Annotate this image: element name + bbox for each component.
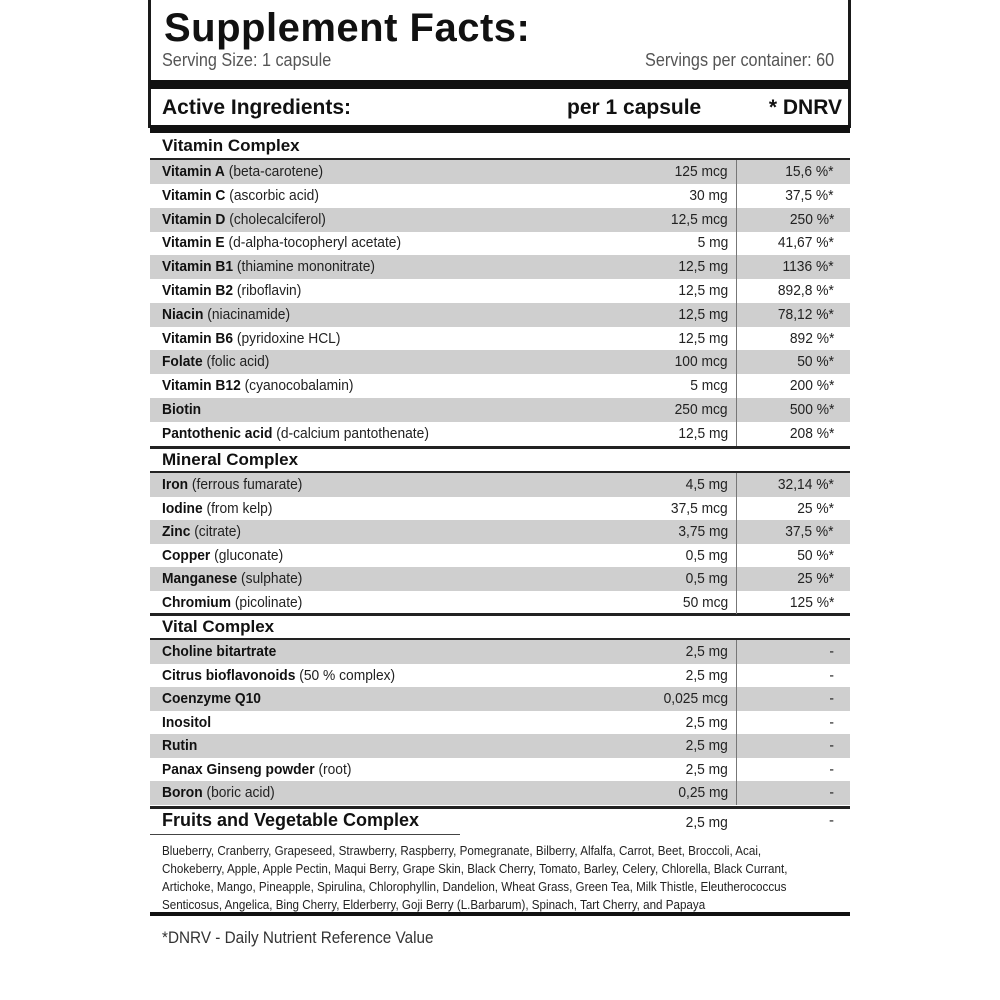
ingredient-row xyxy=(150,303,850,327)
ingredient-amount: 125 mcg xyxy=(675,163,728,180)
ingredient-amount: 2,5 mg xyxy=(685,666,728,684)
ingredient-label: Boron xyxy=(162,784,203,801)
ingredient-dnrv: 892 %* xyxy=(789,329,834,347)
ingredient-dnrv: 250 %* xyxy=(789,210,834,228)
ingredient-label: Niacin xyxy=(162,305,204,323)
ingredient-label: Iodine xyxy=(162,499,203,517)
ingredient-dnrv: 892,8 %* xyxy=(777,282,834,299)
header-per-capsule: per 1 capsule xyxy=(567,96,702,119)
ingredient-amount: 250 mcg xyxy=(675,401,728,418)
ingredient-name xyxy=(162,500,272,517)
ingredient-source: (folic acid) xyxy=(202,353,270,371)
ingredient-row xyxy=(150,758,850,782)
ingredient-dnrv: 208 %* xyxy=(789,424,834,442)
ingredient-row xyxy=(150,711,850,735)
ingredient-name xyxy=(162,594,302,611)
ingredient-row xyxy=(150,781,850,805)
ingredient-row xyxy=(150,734,850,758)
column-separator xyxy=(736,160,737,446)
ingredient-label: Panax Ginseng powder xyxy=(162,760,315,778)
ingredient-amount: 3,75 mg xyxy=(678,523,728,540)
ingredient-name xyxy=(162,353,269,370)
ingredient-dnrv: 25 %* xyxy=(797,499,834,517)
fruits-dnrv: - xyxy=(829,812,834,829)
ingredient-dnrv: 125 %* xyxy=(789,593,834,611)
ingredient-dnrv: - xyxy=(829,666,834,684)
ingredient-label: Vitamin E xyxy=(162,234,225,252)
column-separator xyxy=(736,473,737,614)
ingredient-label: Copper xyxy=(162,546,211,564)
column-separator xyxy=(736,640,737,805)
section-title-fruits: Fruits and Vegetable Complex xyxy=(162,810,420,830)
fruits-amount: 2,5 mg xyxy=(685,814,728,831)
fruits-ingredients-list: Blueberry, Cranberry, Grapeseed, Strawberry, Raspberry, Pomegranate, Bilberry, Alfalfa, Carrot, Beet, Broccoli, Acai, Chokeberry, Apple, Apple Pectin, Maqui Berry, Grape Skin, Black Cherry, Tomato, Barley, Celery, Chlorella, Black Currant, Artichoke, Mango, Pineapple, Spirulina, Chlorophyllin, Dandelion, Wheat Grass, Green Tea, Milk Thistle, Eleutherococcus Senticosus, Angelica, Bing Cherry, Elderberry, Goji Berry (L.Barbarum), Spinach, Tart Cherry, and Papaya xyxy=(162,844,788,912)
ingredient-dnrv: 15,6 %* xyxy=(785,163,834,180)
ingredient-label: Citrus bioflavonoids xyxy=(162,666,296,684)
thick-rule-bottom xyxy=(150,912,850,916)
ingredient-label: Vitamin A xyxy=(162,163,225,180)
ingredient-label: Vitamin C xyxy=(162,186,226,204)
supplement-facts-panel xyxy=(150,0,850,1000)
ingredient-name xyxy=(162,187,319,204)
ingredient-amount: 100 mcg xyxy=(675,353,728,371)
ingredient-amount: 0,25 mg xyxy=(678,784,728,801)
ingredient-label: Zinc xyxy=(162,523,191,540)
ingredient-dnrv: 200 %* xyxy=(789,377,834,395)
ingredient-name xyxy=(162,234,401,251)
ingredient-dnrv: 37,5 %* xyxy=(785,186,834,204)
ingredient-dnrv: - xyxy=(829,690,834,707)
servings-per-container: Servings per container: 60 xyxy=(644,50,834,70)
ingredient-dnrv: - xyxy=(829,784,834,801)
ingredient-dnrv: 32,14 %* xyxy=(777,476,834,493)
ingredient-source: (pyridoxine HCL) xyxy=(233,329,341,347)
ingredient-dnrv: - xyxy=(829,760,834,778)
ingredient-amount: 30 mg xyxy=(689,186,728,204)
ingredient-name xyxy=(162,667,395,684)
ingredient-row xyxy=(150,374,850,398)
ingredient-name xyxy=(162,643,276,660)
ingredient-source: (from kelp) xyxy=(202,499,273,517)
ingredient-name xyxy=(162,282,301,299)
ingredient-amount: 2,5 mg xyxy=(685,737,728,754)
ingredient-amount: 12,5 mg xyxy=(678,282,728,299)
ingredient-name xyxy=(162,401,201,418)
ingredient-name xyxy=(162,211,326,228)
ingredient-source: (thiamine mononitrate) xyxy=(233,258,375,276)
ingredient-label: Vitamin D xyxy=(162,210,226,228)
ingredient-dnrv: 41,67 %* xyxy=(777,234,834,252)
ingredient-row xyxy=(150,687,850,711)
ingredient-dnrv: 25 %* xyxy=(797,570,834,587)
ingredient-source: (50 % complex) xyxy=(295,666,396,684)
ingredient-amount: 50 mcg xyxy=(682,593,728,611)
ingredient-row xyxy=(150,640,850,664)
ingredient-amount: 2,5 mg xyxy=(685,713,728,731)
ingredient-dnrv: - xyxy=(829,643,834,660)
ingredient-row xyxy=(150,279,850,303)
ingredient-label: Folate xyxy=(162,353,203,371)
ingredient-source: (d-calcium pantothenate) xyxy=(272,424,429,442)
ingredient-label: Rutin xyxy=(162,737,198,754)
ingredient-amount: 0,5 mg xyxy=(685,546,728,564)
ingredient-row xyxy=(150,327,850,351)
ingredient-source: (gluconate) xyxy=(210,546,284,564)
ingredient-name xyxy=(162,570,302,587)
ingredient-label: Vitamin B6 xyxy=(162,329,234,347)
ingredient-label: Chromium xyxy=(162,593,231,611)
ingredient-name xyxy=(162,377,354,394)
ingredient-name xyxy=(162,690,261,707)
ingredient-dnrv: 78,12 %* xyxy=(777,305,834,323)
ingredient-row xyxy=(150,398,850,422)
ingredient-amount: 12,5 mg xyxy=(678,329,728,347)
ingredient-amount: 12,5 mg xyxy=(678,305,728,323)
ingredient-row xyxy=(150,520,850,544)
ingredient-amount: 2,5 mg xyxy=(685,643,728,660)
ingredient-amount: 0,025 mcg xyxy=(663,690,728,707)
ingredient-label: Inositol xyxy=(162,713,212,731)
ingredient-name xyxy=(162,306,290,323)
ingredient-source: (cyanocobalamin) xyxy=(240,377,354,395)
header-active-ingredients: Active Ingredients: xyxy=(162,96,352,119)
column-header xyxy=(162,96,842,122)
ingredient-name xyxy=(162,425,429,442)
serving-size: Serving Size: 1 capsule xyxy=(162,50,332,70)
ingredient-row xyxy=(150,184,850,208)
panel-title: Supplement Facts: xyxy=(164,6,531,50)
ingredient-amount: 4,5 mg xyxy=(685,476,728,493)
ingredient-row xyxy=(150,350,850,374)
ingredient-source: (sulphate) xyxy=(237,570,303,587)
ingredient-amount: 5 mcg xyxy=(690,377,728,395)
ingredient-label: Vitamin B2 xyxy=(162,282,234,299)
ingredient-dnrv: 37,5 %* xyxy=(785,523,834,540)
ingredient-source: (beta-carotene) xyxy=(224,163,324,180)
ingredient-source: (cholecalciferol) xyxy=(225,210,326,228)
ingredient-row xyxy=(150,544,850,568)
thick-rule-header xyxy=(150,125,850,133)
ingredient-dnrv: 1136 %* xyxy=(782,258,834,276)
ingredient-source: (root) xyxy=(314,760,352,778)
ingredient-dnrv: - xyxy=(829,713,834,731)
ingredient-name xyxy=(162,714,211,731)
ingredient-row xyxy=(150,664,850,688)
dnrv-footnote: *DNRV - Daily Nutrient Reference Value xyxy=(162,928,434,947)
ingredient-name xyxy=(162,258,375,275)
section-divider xyxy=(150,834,460,835)
ingredient-amount: 5 mg xyxy=(697,234,728,252)
ingredient-row xyxy=(150,255,850,279)
ingredient-amount: 37,5 mcg xyxy=(671,499,728,517)
ingredient-name xyxy=(162,784,275,801)
ingredient-amount: 2,5 mg xyxy=(685,760,728,778)
ingredient-row xyxy=(150,231,850,255)
section-title-mineral: Mineral Complex xyxy=(162,450,299,469)
ingredient-row xyxy=(150,567,850,591)
ingredient-row xyxy=(150,591,850,615)
ingredient-dnrv: 500 %* xyxy=(789,401,834,418)
ingredient-label: Iron xyxy=(162,476,189,493)
ingredient-row xyxy=(150,160,850,184)
ingredient-dnrv: 50 %* xyxy=(797,546,834,564)
section-title-vitamin: Vitamin Complex xyxy=(162,136,300,155)
ingredient-name xyxy=(162,163,323,180)
section-divider xyxy=(150,806,850,809)
header-dnrv: * DNRV xyxy=(768,96,842,119)
ingredient-source: (ascorbic acid) xyxy=(225,186,319,204)
ingredient-source: (ferrous fumarate) xyxy=(188,476,303,493)
ingredient-amount: 0,5 mg xyxy=(685,570,728,587)
ingredient-source: (picolinate) xyxy=(231,593,303,611)
ingredient-source: (citrate) xyxy=(190,523,241,540)
ingredient-source: (boric acid) xyxy=(202,784,275,801)
ingredient-name xyxy=(162,737,197,754)
ingredient-label: Coenzyme Q10 xyxy=(162,690,261,707)
ingredient-label: Choline bitartrate xyxy=(162,643,277,660)
ingredient-name xyxy=(162,523,241,540)
ingredient-source: (d-alpha-tocopheryl acetate) xyxy=(224,234,402,252)
ingredient-name xyxy=(162,761,351,778)
thick-rule-top xyxy=(150,80,850,89)
ingredient-row xyxy=(150,208,850,232)
ingredient-amount: 12,5 mcg xyxy=(671,210,728,228)
ingredient-label: Biotin xyxy=(162,401,202,418)
ingredient-label: Manganese xyxy=(162,570,238,587)
ingredient-label: Pantothenic acid xyxy=(162,424,273,442)
ingredient-source: (niacinamide) xyxy=(203,305,291,323)
ingredient-row xyxy=(150,473,850,497)
ingredient-name xyxy=(162,547,283,564)
ingredient-label: Vitamin B12 xyxy=(162,377,241,395)
ingredient-name xyxy=(162,476,302,493)
section-title-vital: Vital Complex xyxy=(162,617,275,636)
ingredient-dnrv: 50 %* xyxy=(797,353,834,371)
ingredient-name xyxy=(162,330,340,347)
section-divider xyxy=(150,446,850,449)
ingredient-row xyxy=(150,422,850,446)
ingredient-row xyxy=(150,497,850,521)
ingredient-source: (riboflavin) xyxy=(233,282,302,299)
ingredient-amount: 12,5 mg xyxy=(678,258,728,276)
ingredient-dnrv: - xyxy=(829,737,834,754)
ingredient-label: Vitamin B1 xyxy=(162,258,234,276)
ingredient-amount: 12,5 mg xyxy=(678,424,728,442)
